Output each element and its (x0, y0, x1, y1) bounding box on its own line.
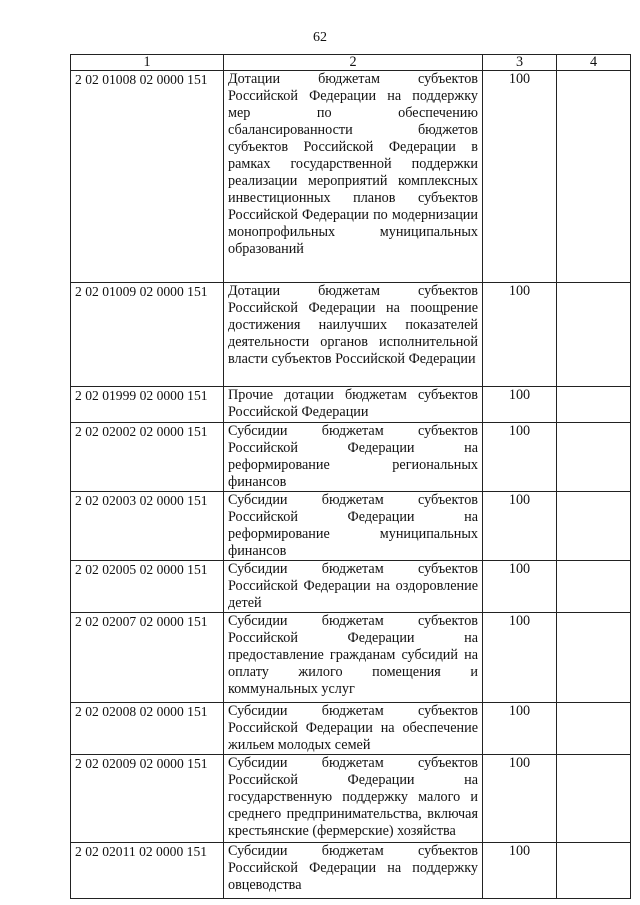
budget-item-name: Дотации бюджетам субъектов Российской Федерации на поддержку мер по обеспечению сбалансированности бюджетов субъектов Российской Федерации в рамках государственной поддержки реализации мероприятий комплексных инвестиционных планов субъектов Российской Федерации по модернизации монопрофильных муниципальных образований (224, 71, 483, 283)
table-row (71, 755, 631, 843)
table-row (71, 387, 631, 423)
table-row (71, 492, 631, 561)
budget-value: 100 (483, 703, 557, 755)
budget-item-name: Субсидии бюджетам субъектов Российской Федерации на реформирование региональных финансов (224, 423, 483, 492)
budget-value: 100 (483, 71, 557, 283)
budget-code: 2 02 02009 02 0000 151 (71, 755, 224, 843)
budget-value: 100 (483, 613, 557, 703)
budget-code: 2 02 01008 02 0000 151 (71, 71, 224, 283)
budget-item-name: Субсидии бюджетам субъектов Российской Федерации на предоставление гражданам субсидий на оплату жилого помещения и коммунальных услуг (224, 613, 483, 703)
table-row (71, 283, 631, 387)
table-header-row (71, 55, 631, 71)
column-header-4: 4 (557, 55, 631, 71)
budget-code: 2 02 02005 02 0000 151 (71, 561, 224, 613)
budget-code: 2 02 02011 02 0000 151 (71, 843, 224, 899)
budget-item-name: Дотации бюджетам субъектов Российской Федерации на поощрение достижения наилучших показателей деятельности органов исполнительной власти субъектов Российской Федерации (224, 283, 483, 387)
table-row (71, 703, 631, 755)
column-4-cell (557, 283, 631, 387)
column-header-3: 3 (483, 55, 557, 71)
budget-code: 2 02 02002 02 0000 151 (71, 423, 224, 492)
budget-item-name: Прочие дотации бюджетам субъектов Российской Федерации (224, 387, 483, 423)
budget-value: 100 (483, 755, 557, 843)
column-4-cell (557, 423, 631, 492)
budget-code: 2 02 02008 02 0000 151 (71, 703, 224, 755)
budget-code: 2 02 01009 02 0000 151 (71, 283, 224, 387)
column-4-cell (557, 843, 631, 899)
column-4-cell (557, 755, 631, 843)
column-4-cell (557, 71, 631, 283)
budget-item-name: Субсидии бюджетам субъектов Российской Федерации на реформирование муниципальных финансов (224, 492, 483, 561)
budget-item-name: Субсидии бюджетам субъектов Российской Федерации на обеспечение жильем молодых семей (224, 703, 483, 755)
table-row (71, 613, 631, 703)
column-header-2: 2 (224, 55, 483, 71)
budget-item-name: Субсидии бюджетам субъектов Российской Федерации на оздоровление детей (224, 561, 483, 613)
column-4-cell (557, 492, 631, 561)
budget-value: 100 (483, 492, 557, 561)
budget-code: 2 02 02007 02 0000 151 (71, 613, 224, 703)
table-row (71, 843, 631, 899)
budget-classification-table (70, 54, 631, 899)
column-4-cell (557, 613, 631, 703)
table-row (71, 71, 631, 283)
page-number: 62 (313, 30, 327, 45)
table-row (71, 561, 631, 613)
budget-value: 100 (483, 423, 557, 492)
table-row (71, 423, 631, 492)
budget-item-name: Субсидии бюджетам субъектов Российской Федерации на поддержку овцеводства (224, 843, 483, 899)
column-4-cell (557, 561, 631, 613)
budget-value: 100 (483, 843, 557, 899)
column-4-cell (557, 703, 631, 755)
budget-code: 2 02 01999 02 0000 151 (71, 387, 224, 423)
budget-item-name: Субсидии бюджетам субъектов Российской Федерации на государственную поддержку малого и среднего предпринимательства, включая крестьянские (фермерские) хозяйства (224, 755, 483, 843)
budget-code: 2 02 02003 02 0000 151 (71, 492, 224, 561)
column-header-1: 1 (71, 55, 224, 71)
budget-value: 100 (483, 387, 557, 423)
budget-value: 100 (483, 283, 557, 387)
budget-value: 100 (483, 561, 557, 613)
column-4-cell (557, 387, 631, 423)
